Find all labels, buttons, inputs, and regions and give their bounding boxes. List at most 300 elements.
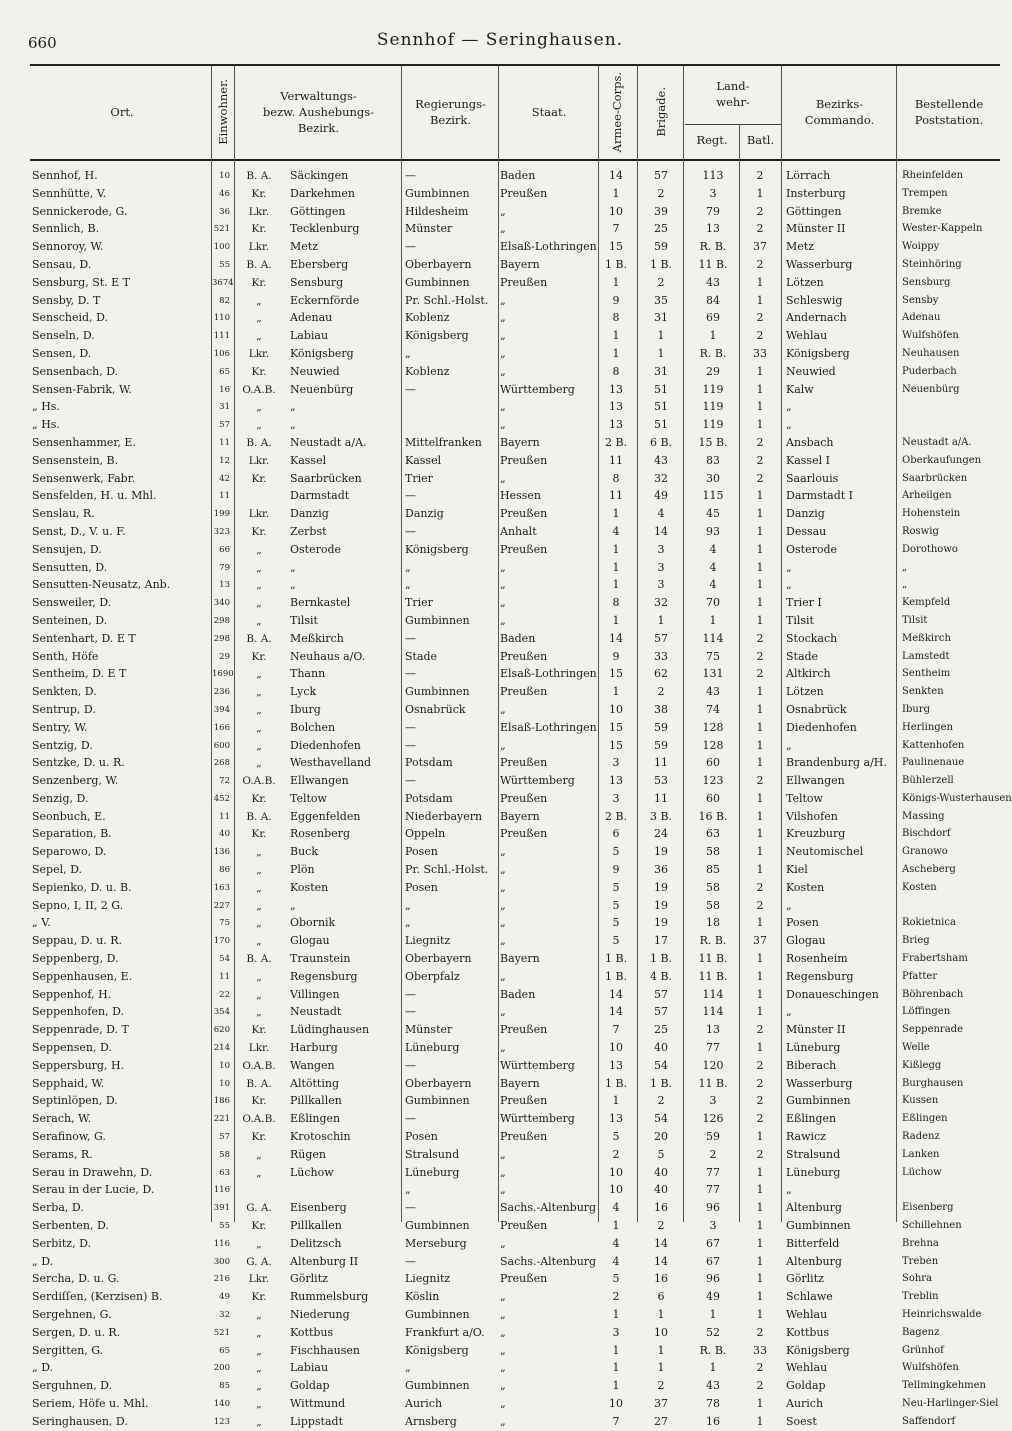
bataillon-cell: 2 <box>756 169 764 182</box>
verwaltung-ort-cell: Wangen <box>290 1058 335 1072</box>
bezirkskommando-cell: Kottbus <box>786 1325 830 1339</box>
header-armee <box>600 66 634 158</box>
ort-cell: Sensweiler, D. <box>32 596 112 610</box>
armee-corps-cell: 10 <box>609 1041 623 1055</box>
bezirkskommando-cell: Görlitz <box>786 1272 824 1286</box>
poststation-cell: Treblin <box>902 1291 939 1303</box>
ort-cell: Sensutten-Neusatz, Anb. <box>32 578 171 592</box>
bezirkskommando-cell: „ <box>786 738 792 752</box>
verwaltung-type-cell: „ <box>256 1326 262 1339</box>
table-row <box>0 737 1000 755</box>
poststation-cell: Rheinfelden <box>902 170 964 181</box>
einwohner-cell: 65 <box>219 366 230 377</box>
ort-cell: „ D. <box>32 1361 54 1375</box>
verwaltung-ort-cell: Rosenberg <box>290 827 350 841</box>
brigade-cell: 59 <box>654 738 668 752</box>
staat-cell: „ <box>500 346 506 360</box>
staat-cell: „ <box>500 863 506 877</box>
ort-cell: Senth, Höfe <box>32 649 99 663</box>
table-row <box>0 398 1000 416</box>
regierung-cell: — <box>405 382 416 396</box>
verwaltung-ort-cell: Darmstadt <box>290 489 350 503</box>
table-row <box>0 1270 1000 1288</box>
bezirkskommando-cell: Donaueschingen <box>786 987 879 1001</box>
einwohner-cell: 58 <box>219 1149 230 1160</box>
regierung-cell: Potsdam <box>405 791 453 805</box>
regierung-cell: Pr. Schl.-Holst. <box>405 863 489 877</box>
table-row <box>0 879 1000 897</box>
bezirkskommando-cell: Insterburg <box>786 186 846 200</box>
regiment-cell: 85 <box>706 863 720 877</box>
verwaltung-type-cell: „ <box>256 419 262 432</box>
table-row <box>0 416 1000 434</box>
bezirkskommando-cell: Rosenheim <box>786 952 848 966</box>
table-row <box>0 487 1000 505</box>
einwohner-cell: 298 <box>213 633 230 644</box>
bezirkskommando-cell: Osterode <box>786 542 838 556</box>
brigade-cell: 25 <box>654 1023 668 1037</box>
table-row <box>0 203 1000 221</box>
verwaltung-ort-cell: Königsberg <box>290 346 354 360</box>
staat-cell: Preußen <box>500 275 548 289</box>
brigade-cell: 14 <box>654 1254 668 1268</box>
regierung-cell: Gumbinnen <box>405 685 470 699</box>
staat-cell: „ <box>500 418 506 432</box>
verwaltung-ort-cell: Bolchen <box>290 720 336 734</box>
einwohner-cell: 340 <box>213 598 230 609</box>
bataillon-cell: 1 <box>756 987 764 1001</box>
verwaltung-ort-cell: Eßlingen <box>290 1112 341 1126</box>
armee-corps-cell: 5 <box>612 845 620 859</box>
einwohner-cell: 66 <box>219 544 230 555</box>
verwaltung-ort-cell: Neustadt a/A. <box>290 435 367 449</box>
brigade-cell: 57 <box>654 987 668 1001</box>
bataillon-cell: 1 <box>756 756 764 770</box>
regiment-cell: 4 <box>709 560 717 574</box>
poststation-cell: Königs-Wusterhausen <box>902 792 1012 804</box>
table-row <box>0 327 1000 345</box>
ort-cell: Seppenhofen, D. <box>32 1005 125 1019</box>
bataillon-cell: 2 <box>756 880 764 894</box>
regiment-cell: 79 <box>706 204 720 218</box>
verwaltung-ort-cell: Neustadt <box>290 1005 342 1019</box>
regierung-cell: — <box>405 1005 416 1019</box>
einwohner-cell: 136 <box>213 847 230 858</box>
armee-corps-cell: 1 <box>612 1308 620 1321</box>
regiment-cell: R. B. <box>699 934 727 948</box>
poststation-cell: Eisenberg <box>902 1202 954 1214</box>
regiment-cell: 78 <box>706 1396 720 1410</box>
staat-cell: „ <box>500 845 506 859</box>
regierung-cell: Posen <box>405 1130 438 1144</box>
ort-cell: Seonbuch, E. <box>32 809 106 823</box>
staat-cell: „ <box>500 596 506 610</box>
verwaltung-type-cell: O.A.B. <box>242 775 276 788</box>
armee-corps-cell: 5 <box>612 934 620 948</box>
bataillon-cell: 1 <box>756 1308 764 1321</box>
einwohner-cell: 116 <box>213 1185 230 1196</box>
bezirkskommando-cell: „ <box>786 418 792 432</box>
brigade-cell: 24 <box>654 827 668 841</box>
verwaltung-type-cell: Lkr. <box>248 454 270 467</box>
regierung-cell: Osnabrück <box>405 702 466 716</box>
regiment-cell: 16 <box>706 1414 720 1428</box>
staat-cell: „ <box>500 880 506 894</box>
bataillon-cell: 33 <box>753 346 767 360</box>
regierung-cell: Gumbinnen <box>405 275 470 289</box>
einwohner-cell: 216 <box>213 1274 230 1285</box>
verwaltung-ort-cell: Neuhaus a/O. <box>290 649 366 663</box>
staat-cell: „ <box>500 560 506 574</box>
staat-cell: „ <box>500 1325 506 1339</box>
bezirkskommando-cell: Lötzen <box>786 275 824 289</box>
regierung-cell: — <box>405 1201 416 1215</box>
einwohner-cell: 323 <box>213 526 230 537</box>
regierung-cell: Liegnitz <box>405 1272 451 1286</box>
verwaltung-type-cell: O.A.B. <box>242 1059 276 1072</box>
bezirkskommando-cell: Kiel <box>786 863 808 877</box>
bataillon-cell: 1 <box>756 1272 764 1286</box>
regierung-cell: Aurich <box>405 1396 443 1410</box>
einwohner-cell: 298 <box>213 615 230 626</box>
poststation-cell: Tilsit <box>902 614 928 626</box>
header-brigade-text: Brigade. <box>654 87 668 137</box>
einwohner-cell: 170 <box>213 936 230 947</box>
staat-cell: Elsaß-Lothringen <box>500 720 597 734</box>
poststation-cell: Kussen <box>902 1095 939 1107</box>
regierung-cell: Koblenz <box>405 311 450 325</box>
table-row <box>0 185 1000 203</box>
brigade-cell: 32 <box>654 471 668 485</box>
verwaltung-type-cell: „ <box>256 899 262 912</box>
bataillon-cell: 1 <box>756 400 764 414</box>
einwohner-cell: 391 <box>213 1203 230 1214</box>
armee-corps-cell: 3 <box>612 756 620 770</box>
regierung-cell: Gumbinnen <box>405 1094 470 1108</box>
ort-cell: Sennickerode, G. <box>32 204 128 218</box>
table-row <box>0 648 1000 666</box>
verwaltung-ort-cell: Eisenberg <box>290 1201 347 1215</box>
bataillon-cell: 33 <box>753 1343 767 1357</box>
bezirkskommando-cell: „ <box>786 400 792 414</box>
bezirkskommando-cell: Metz <box>786 240 814 254</box>
poststation-cell: Schillehnen <box>902 1220 962 1232</box>
bezirkskommando-cell: Brandenburg a/H. <box>786 756 887 770</box>
bezirkskommando-cell: „ <box>786 1183 792 1197</box>
bezirkskommando-cell: Lüneburg <box>786 1041 841 1055</box>
regiment-cell: 83 <box>706 453 720 467</box>
armee-corps-cell: 1 <box>612 275 620 289</box>
einwohner-cell: 3674 <box>212 277 234 288</box>
bataillon-cell: 2 <box>756 1023 764 1037</box>
verwaltung-ort-cell: Zerbst <box>290 524 327 538</box>
armee-corps-cell: 14 <box>609 169 623 182</box>
brigade-cell: 51 <box>654 400 668 414</box>
armee-corps-cell: 1 <box>612 346 620 360</box>
armee-corps-cell: 8 <box>612 311 620 325</box>
einwohner-cell: 13 <box>219 580 230 591</box>
poststation-cell: Eßlingen <box>902 1113 948 1125</box>
verwaltung-ort-cell: „ <box>290 400 296 414</box>
armee-corps-cell: 1 B. <box>604 1076 628 1090</box>
table-body <box>0 167 1012 1431</box>
table-row <box>0 1395 1000 1413</box>
staat-cell: „ <box>500 222 506 236</box>
verwaltung-type-cell: Lkr. <box>248 347 270 360</box>
ort-cell: Serafinow, G. <box>32 1130 106 1144</box>
regiment-cell: 123 <box>702 774 724 788</box>
bezirkskommando-cell: Wasserburg <box>786 1076 853 1090</box>
table-row <box>0 309 1000 327</box>
bataillon-cell: 1 <box>756 578 764 592</box>
poststation-cell: Steinhöring <box>902 258 962 270</box>
regiment-cell: 29 <box>706 364 720 378</box>
verwaltung-type-cell: Kr. <box>251 650 267 663</box>
einwohner-cell: 214 <box>213 1043 230 1054</box>
staat-cell: „ <box>500 1308 506 1321</box>
regiment-cell: 115 <box>702 489 724 503</box>
table-row <box>0 754 1000 772</box>
bataillon-cell: 1 <box>756 1041 764 1055</box>
table-row <box>0 1342 1000 1360</box>
poststation-cell: Dorothowo <box>902 543 958 555</box>
poststation-cell: „ <box>902 579 908 591</box>
ort-cell: Sensenstein, B. <box>32 453 119 467</box>
table-row <box>0 897 1000 915</box>
verwaltung-type-cell: „ <box>256 614 262 627</box>
regierung-cell: Lüneburg <box>405 1165 460 1179</box>
ort-cell: Serbenten, D. <box>32 1219 109 1233</box>
einwohner-cell: 57 <box>219 420 230 431</box>
bataillon-cell: 1 <box>756 596 764 610</box>
bezirkskommando-cell: „ <box>786 898 792 912</box>
verwaltung-type-cell: Kr. <box>251 276 267 289</box>
poststation-cell: Granowo <box>902 846 948 858</box>
bezirkskommando-cell: „ <box>786 1005 792 1019</box>
bataillon-cell: 1 <box>756 507 764 521</box>
bezirkskommando-cell: Lüneburg <box>786 1165 841 1179</box>
regiment-cell: 96 <box>706 1201 720 1215</box>
bezirkskommando-cell: Altenburg <box>786 1201 842 1215</box>
regierung-cell: Gumbinnen <box>405 1379 470 1393</box>
bataillon-cell: 1 <box>756 969 764 983</box>
einwohner-cell: 75 <box>219 918 230 929</box>
staat-cell: „ <box>500 934 506 948</box>
ort-cell: Serguhnen, D. <box>32 1379 113 1393</box>
brigade-cell: 1 <box>657 1343 665 1357</box>
armee-corps-cell: 5 <box>612 898 620 912</box>
table-row <box>0 363 1000 381</box>
brigade-cell: 51 <box>654 418 668 432</box>
table-row <box>0 292 1000 310</box>
brigade-cell: 51 <box>654 382 668 396</box>
regierung-cell: Trier <box>405 596 433 610</box>
bataillon-cell: 1 <box>756 275 764 289</box>
einwohner-cell: 163 <box>213 882 230 893</box>
ort-cell: Sensau, D. <box>32 257 92 271</box>
einwohner-cell: 200 <box>213 1363 230 1374</box>
regiment-cell: 114 <box>702 987 724 1001</box>
brigade-cell: 3 <box>657 578 665 592</box>
staat-cell: Preußen <box>500 1023 548 1037</box>
bezirkskommando-cell: Saarlouis <box>786 471 839 485</box>
poststation-cell: Paulinenaue <box>902 757 965 769</box>
ort-cell: Sepphaid, W. <box>32 1076 105 1090</box>
regiment-cell: 11 B. <box>698 952 728 966</box>
ort-cell: „ D. <box>32 1254 54 1268</box>
einwohner-cell: 11 <box>219 437 230 448</box>
poststation-cell: Ascheberg <box>902 864 956 876</box>
armee-corps-cell: 13 <box>609 400 623 414</box>
ort-cell: Sensutten, D. <box>32 560 108 574</box>
verwaltung-ort-cell: Iburg <box>290 702 321 716</box>
armee-corps-cell: 7 <box>612 1414 620 1428</box>
armee-corps-cell: 5 <box>612 1272 620 1286</box>
armee-corps-cell: 1 <box>612 1361 620 1375</box>
bezirkskommando-cell: Altkirch <box>786 667 831 681</box>
bataillon-cell: 1 <box>756 418 764 432</box>
verwaltung-ort-cell: Diedenhofen <box>290 738 361 752</box>
einwohner-cell: 452 <box>213 793 230 804</box>
table-row <box>0 1003 1000 1021</box>
header-landwehr-rule <box>685 124 781 125</box>
poststation-cell: Woippy <box>902 241 940 253</box>
table-row <box>0 1377 1000 1395</box>
bezirkskommando-cell: Neuwied <box>786 364 836 378</box>
verwaltung-type-cell: „ <box>256 757 262 770</box>
bezirkskommando-cell: Soest <box>786 1414 817 1428</box>
ort-cell: Sergen, D. u. R. <box>32 1325 121 1339</box>
staat-cell: „ <box>500 293 506 307</box>
verwaltung-type-cell: „ <box>256 1397 262 1410</box>
armee-corps-cell: 15 <box>609 240 623 254</box>
armee-corps-cell: 13 <box>609 774 623 788</box>
ort-cell: Seppersburg, H. <box>32 1058 125 1072</box>
regiment-cell: 49 <box>706 1290 720 1304</box>
brigade-cell: 14 <box>654 524 668 538</box>
verwaltung-type-cell: B. A. <box>246 632 272 645</box>
einwohner-cell: 29 <box>219 651 230 662</box>
table-row <box>0 220 1000 238</box>
brigade-cell: 5 <box>657 1147 665 1161</box>
table-row <box>0 843 1000 861</box>
regiment-cell: 60 <box>706 791 720 805</box>
ort-cell: Sepno, I, II, 2 G. <box>32 898 124 912</box>
ort-cell: Seringhausen, D. <box>32 1414 128 1428</box>
bezirkskommando-cell: Diedenhofen <box>786 720 857 734</box>
brigade-cell: 1 B. <box>649 257 673 271</box>
header-verwaltung: Verwaltungs- bezw. Aushebungs- Bezirk. <box>262 89 375 135</box>
armee-corps-cell: 1 <box>612 507 620 521</box>
poststation-cell: Welle <box>902 1042 930 1054</box>
ort-cell: Separation, B. <box>32 827 112 841</box>
ort-cell: Seppenberg, D. <box>32 952 119 966</box>
poststation-cell: Wulfshöfen <box>902 1362 959 1374</box>
verwaltung-type-cell: G. A. <box>246 1202 272 1215</box>
table-row <box>0 630 1000 648</box>
verwaltung-type-cell: „ <box>256 1380 262 1393</box>
poststation-cell: Meßkirch <box>902 632 951 644</box>
poststation-cell: Heinrichswalde <box>902 1309 982 1320</box>
ort-cell: Seriem, Höfe u. Mhl. <box>32 1396 149 1410</box>
einwohner-cell: 11 <box>219 811 230 822</box>
einwohner-cell: 199 <box>213 509 230 520</box>
brigade-cell: 14 <box>654 1236 668 1250</box>
brigade-cell: 37 <box>654 1396 668 1410</box>
bezirkskommando-cell: Kalw <box>786 382 814 396</box>
armee-corps-cell: 9 <box>612 293 620 307</box>
bataillon-cell: 1 <box>756 1254 764 1268</box>
bezirkskommando-cell: Biberach <box>786 1058 837 1072</box>
bezirkskommando-cell: Kreuzburg <box>786 827 846 841</box>
regierung-cell: Königsberg <box>405 1343 469 1357</box>
table-row <box>0 470 1000 488</box>
regierung-cell: Oberbayern <box>405 257 472 271</box>
einwohner-cell: 10 <box>219 171 230 181</box>
regierung-cell: — <box>405 631 416 645</box>
armee-corps-cell: 1 <box>612 542 620 556</box>
bataillon-cell: 1 <box>756 1005 764 1019</box>
staat-cell: „ <box>500 1361 506 1375</box>
verwaltung-ort-cell: Tilsit <box>290 613 318 627</box>
bezirkskommando-cell: Posen <box>786 916 819 930</box>
poststation-cell: Tellmingkehmen <box>902 1380 986 1392</box>
regierung-cell: Pr. Schl.-Holst. <box>405 293 489 307</box>
regiment-cell: 11 B. <box>698 969 728 983</box>
regierung-cell: Münster <box>405 222 453 236</box>
verwaltung-type-cell: „ <box>256 401 262 414</box>
poststation-cell: Trempen <box>902 187 948 199</box>
table-row <box>0 1075 1000 1093</box>
poststation-cell: Sensburg <box>902 276 951 288</box>
bezirkskommando-cell: Schlawe <box>786 1290 833 1304</box>
bezirkskommando-cell: Schleswig <box>786 293 843 307</box>
brigade-cell: 31 <box>654 364 668 378</box>
bataillon-cell: 2 <box>756 1147 764 1161</box>
ort-cell: „ Hs. <box>32 400 60 414</box>
poststation-cell: „ <box>902 561 908 573</box>
header-staat: Staat. <box>531 105 567 119</box>
armee-corps-cell: 7 <box>612 222 620 236</box>
staat-cell: „ <box>500 969 506 983</box>
verwaltung-ort-cell: Labiau <box>290 329 329 343</box>
einwohner-cell: 354 <box>213 1007 230 1018</box>
armee-corps-cell: 10 <box>609 702 623 716</box>
poststation-cell: Lanken <box>902 1148 940 1160</box>
regierung-cell: — <box>405 1058 416 1072</box>
table-row <box>0 932 1000 950</box>
brigade-cell: 16 <box>654 1201 668 1215</box>
table-row <box>0 1306 1000 1324</box>
ort-cell: Senst, D., V. u. F. <box>32 524 126 538</box>
verwaltung-ort-cell: Villingen <box>290 987 340 1001</box>
regiment-cell: 52 <box>706 1325 720 1339</box>
brigade-cell: 4 <box>657 507 665 521</box>
regierung-cell: — <box>405 738 416 752</box>
einwohner-cell: 49 <box>219 1292 230 1303</box>
regierung-cell: — <box>405 667 416 681</box>
table-row <box>0 523 1000 541</box>
staat-cell: Preußen <box>500 1219 548 1233</box>
einwohner-cell: 72 <box>219 776 230 787</box>
bezirkskommando-cell: Wehlau <box>786 1361 828 1375</box>
bataillon-cell: 1 <box>756 1396 764 1410</box>
einwohner-cell: 521 <box>213 224 230 235</box>
staat-cell: „ <box>500 1396 506 1410</box>
staat-cell: Elsaß-Lothringen <box>500 667 597 681</box>
ort-cell: Sentzke, D. u. R. <box>32 756 125 770</box>
bezirkskommando-cell: Regensburg <box>786 969 854 983</box>
